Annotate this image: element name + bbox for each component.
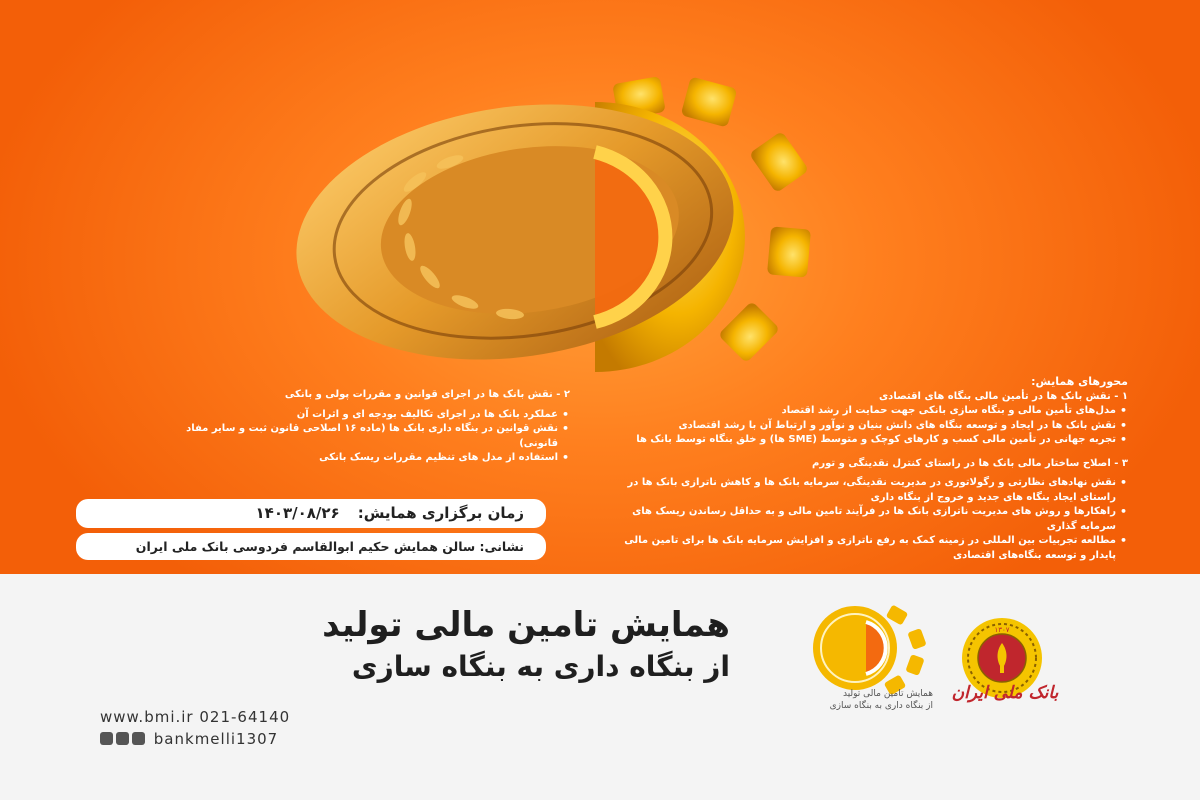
list-item: • راهکارها و روش های مدیریت ناترازی بانک ها در فرآیند تامین مالی و به حداقل رساندن ریسک های سرمایه گذاری bbox=[598, 505, 1128, 534]
event-subtitle: از بنگاه داری به بنگاه سازی bbox=[351, 650, 730, 683]
topics-heading: محورهای همایش: bbox=[1031, 375, 1128, 388]
event-venue: نشانی: سالن همایش حکیم ابوالقاسم فردوسی بانک ملی ایران bbox=[135, 539, 524, 554]
conference-logo-line-2: از بنگاه داری به بنگاه سازی bbox=[829, 701, 933, 711]
list-item: • نقش نهادهای نظارتی و رگولاتوری در مدیریت نقدینگی، سرمایه بانک ها و کاهش ناترازی بانک ها در راستای ایجاد بنگاه های جدید و خروج از بنگاه داری bbox=[598, 476, 1128, 505]
list-item: • مدل‌های تأمین مالی و بنگاه سازی بانکی جهت حمایت از رشد اقتصاد bbox=[598, 404, 1128, 419]
list-item: • نقش بانک ها در ایجاد و توسعه بنگاه های دانش بنیان و نوآور و ارتباط آن با رشد اقتصادی bbox=[598, 419, 1128, 434]
conference-logo-text bbox=[768, 688, 933, 712]
gold-gear-coin-emblem bbox=[265, 72, 845, 382]
website-link[interactable]: www.bmi.ir bbox=[100, 708, 194, 726]
list-item: • نقش قوانین در بنگاه داری بانک ها (ماده ۱۶ اصلاحی قانون ثبت و سایر مفاد قانونی) bbox=[170, 422, 570, 451]
topic-section-2-list bbox=[170, 408, 570, 466]
topic-section-1-list bbox=[598, 404, 1128, 448]
contact-info bbox=[100, 706, 290, 750]
event-date-value: ۱۴۰۳/۰۸/۲۶ bbox=[255, 504, 340, 522]
linkedin-icon[interactable] bbox=[100, 732, 113, 745]
event-date-label: زمان برگزاری همایش: bbox=[357, 504, 524, 522]
aparat-icon[interactable] bbox=[116, 732, 129, 745]
event-date-pill bbox=[76, 499, 546, 528]
topics-right-column bbox=[598, 375, 1128, 563]
topic-section-3-list bbox=[598, 476, 1128, 563]
list-item: • تجربه جهانی در تأمین مالی کسب و کارهای کوچک و متوسط (SME ها) و خلق بنگاه توسط بانک ها bbox=[598, 433, 1128, 448]
topic-section-1-title: ۱ - نقش بانک ها در تأمین مالی بنگاه های اقتصادی bbox=[879, 390, 1128, 402]
conference-logo-line-1: همایش تامین مالی تولید bbox=[842, 689, 933, 699]
topic-section-2-title: ۲ - نقش بانک ها در اجرای قوانین و مقررات پولی و بانکی bbox=[284, 389, 570, 400]
bank-name: بانک ملی ایران bbox=[951, 683, 1059, 703]
topics-left-column bbox=[170, 388, 570, 466]
list-item: • استفاده از مدل های تنظیم مقررات ریسک بانکی bbox=[170, 451, 570, 466]
event-title: همایش تامین مالی تولید bbox=[322, 605, 730, 645]
bank-logo-year: ۱۳۰۷ bbox=[994, 626, 1010, 634]
social-handle: bankmelli1307 bbox=[153, 730, 279, 748]
event-venue-pill bbox=[76, 533, 546, 560]
list-item: • عملکرد بانک ها در اجرای تکالیف بودجه ای و اثرات آن bbox=[170, 408, 570, 423]
topic-section-3-title: ۳ - اصلاح ساختار مالی بانک ها در راستای کنترل نقدینگی و تورم bbox=[812, 457, 1128, 469]
phone-number: 021-64140 bbox=[199, 708, 291, 726]
telegram-icon[interactable] bbox=[132, 732, 145, 745]
list-item: • مطالعه تجربیات بین المللی در زمینه کمک به رفع ناترازی و افزایش سرمایه بانک ها برای تامین مالی پایدار و توسعه بنگاه‌های اقتصادی bbox=[598, 534, 1128, 563]
